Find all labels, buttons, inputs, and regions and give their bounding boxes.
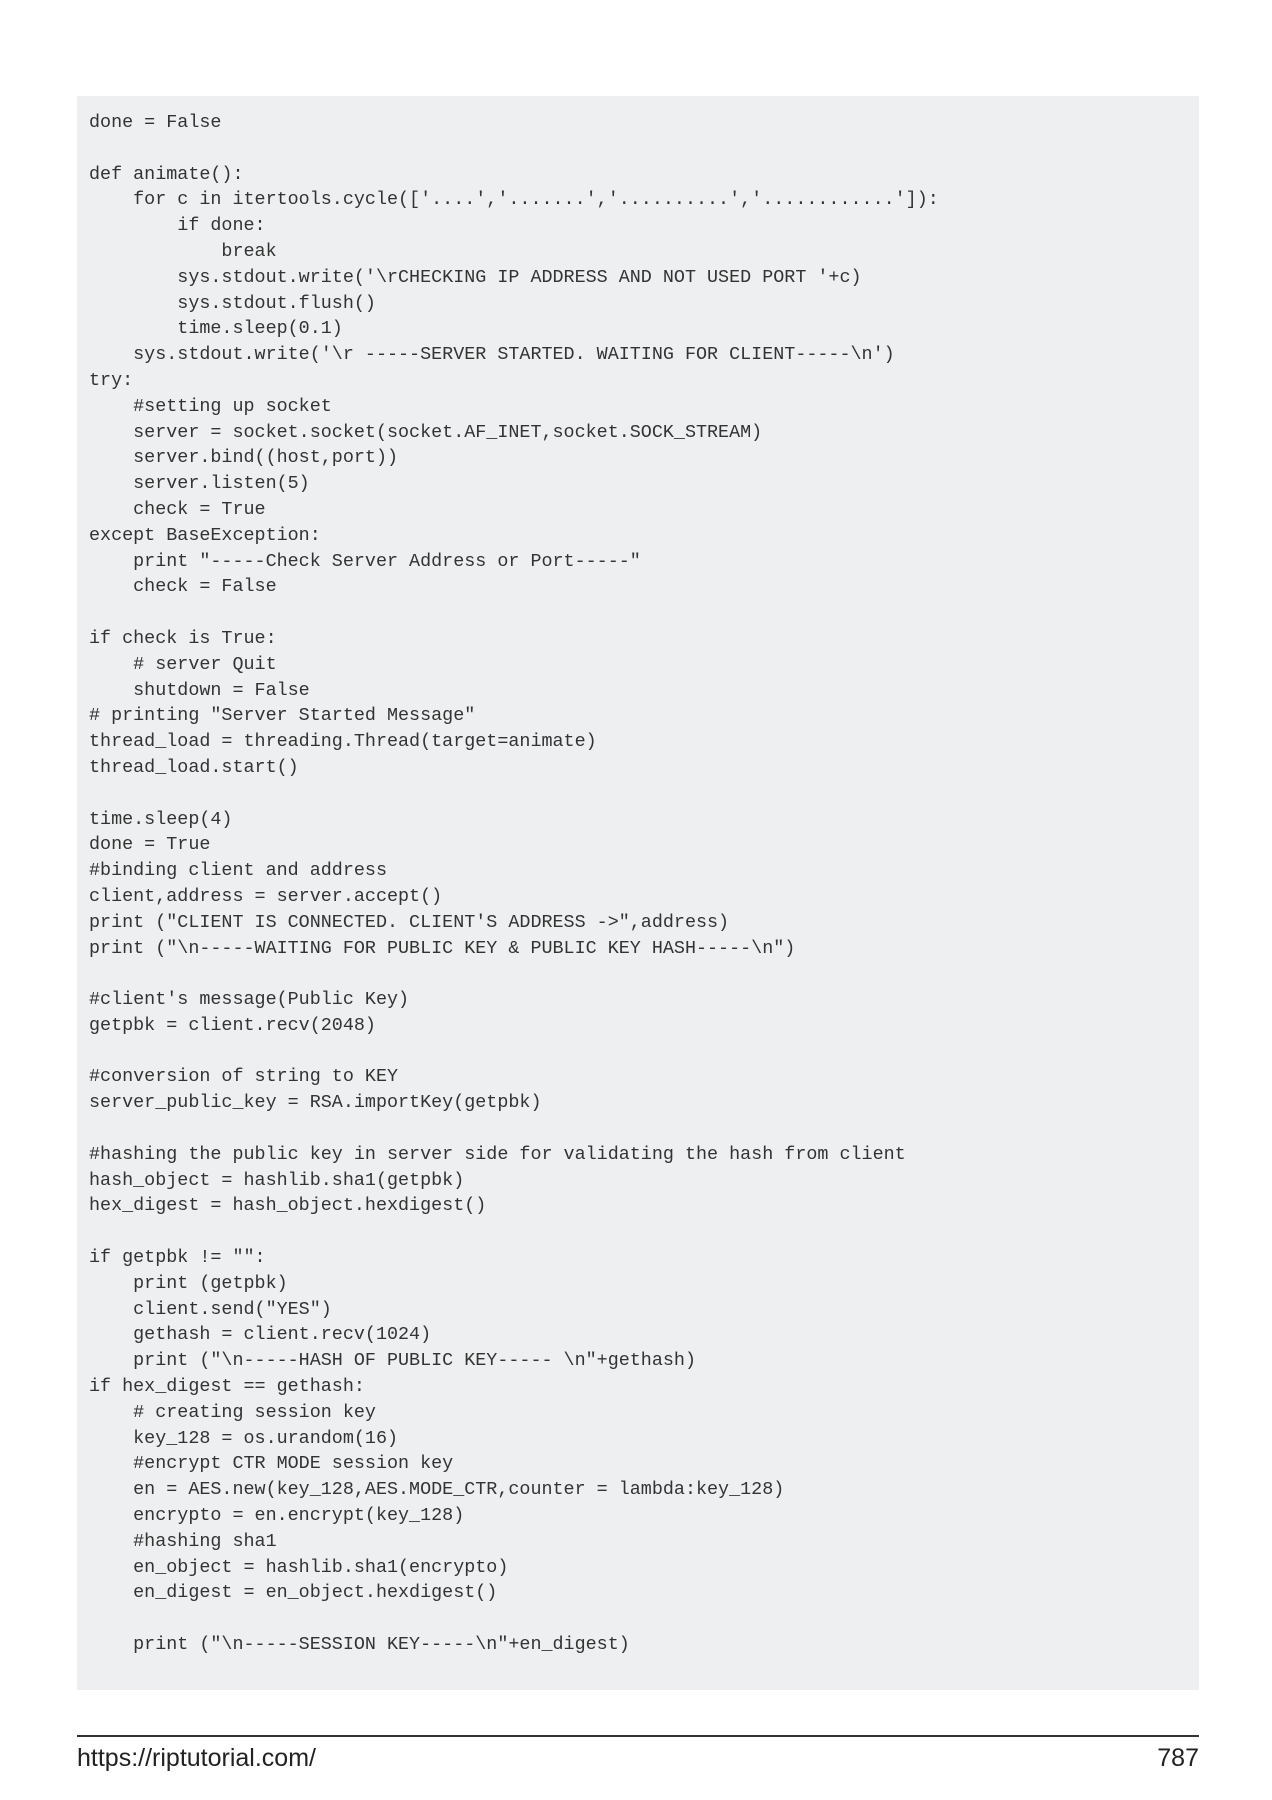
code-line — [89, 1219, 1199, 1245]
code-line — [89, 1606, 1199, 1632]
code-line: en_digest = en_object.hexdigest() — [89, 1582, 498, 1604]
code-line: check = False — [89, 576, 277, 598]
code-line: if getpbk != "": — [89, 1247, 266, 1269]
code-line: print ("CLIENT IS CONNECTED. CLIENT'S ADDRESS ->",address) — [89, 911, 730, 933]
code-line: done = True — [89, 834, 211, 856]
code-line: gethash = client.recv(1024) — [89, 1324, 432, 1346]
code-line: sys.stdout.write('\r -----SERVER STARTED. WAITING FOR CLIENT-----\n') — [89, 344, 895, 366]
code-line: hash_object = hashlib.sha1(getpbk) — [89, 1169, 465, 1191]
code-line: print ("\n-----WAITING FOR PUBLIC KEY & PUBLIC KEY HASH-----\n") — [89, 937, 796, 959]
code-line: hex_digest = hash_object.hexdigest() — [89, 1195, 487, 1217]
code-line: # printing "Server Started Message" — [89, 705, 476, 727]
code-line: getpbk = client.recv(2048) — [89, 1014, 376, 1036]
code-line: if hex_digest == gethash: — [89, 1376, 365, 1398]
code-lines — [89, 110, 1199, 1658]
code-line: # server Quit — [89, 653, 277, 675]
code-line: server.bind((host,port)) — [89, 447, 399, 469]
code-line: #client's message(Public Key) — [89, 989, 410, 1011]
code-line: sys.stdout.write('\rCHECKING IP ADDRESS AND NOT USED PORT '+c) — [89, 266, 862, 288]
footer-url[interactable]: https://riptutorial.com/ — [77, 1744, 316, 1772]
code-line: #binding client and address — [89, 860, 387, 882]
code-line: time.sleep(0.1) — [89, 318, 343, 340]
code-line: encrypto = en.encrypt(key_128) — [89, 1505, 465, 1527]
code-line: print "-----Check Server Address or Port-----" — [89, 550, 641, 572]
code-line: try: — [89, 369, 134, 391]
code-line: time.sleep(4) — [89, 808, 233, 830]
code-line — [89, 1039, 1199, 1065]
code-line: done = False — [89, 112, 222, 133]
code-line — [89, 961, 1199, 987]
code-line: thread_load = threading.Thread(target=animate) — [89, 731, 597, 753]
code-line: #encrypt CTR MODE session key — [89, 1453, 454, 1475]
code-line: #setting up socket — [89, 395, 332, 417]
footer-divider — [77, 1735, 1199, 1737]
code-line: key_128 = os.urandom(16) — [89, 1427, 399, 1449]
code-line: #hashing the public key in server side for validating the hash from client — [89, 1143, 906, 1165]
code-line: for c in itertools.cycle(['....','.......','..........','............']): — [89, 189, 939, 211]
code-line: #hashing sha1 — [89, 1530, 277, 1552]
code-line: except BaseException: — [89, 524, 321, 546]
code-line: # creating session key — [89, 1401, 376, 1423]
code-line: def animate(): — [89, 163, 244, 185]
code-line: if done: — [89, 215, 266, 237]
code-line: print ("\n-----HASH OF PUBLIC KEY----- \n"+gethash) — [89, 1350, 696, 1372]
code-line: shutdown = False — [89, 679, 310, 701]
code-line — [89, 781, 1199, 807]
code-line: sys.stdout.flush() — [89, 292, 376, 314]
code-line: server.listen(5) — [89, 473, 310, 495]
code-line: check = True — [89, 498, 266, 520]
code-line: client.send("YES") — [89, 1298, 332, 1320]
code-block — [77, 96, 1199, 1690]
code-line: print (getpbk) — [89, 1272, 288, 1294]
page-number: 787 — [1157, 1744, 1199, 1772]
code-line: en_object = hashlib.sha1(encrypto) — [89, 1556, 509, 1578]
code-line: break — [89, 240, 277, 262]
code-line: en = AES.new(key_128,AES.MODE_CTR,counter = lambda:key_128) — [89, 1479, 785, 1501]
code-line: client,address = server.accept() — [89, 885, 443, 907]
code-line: print ("\n-----SESSION KEY-----\n"+en_digest) — [89, 1634, 630, 1656]
code-line: #conversion of string to KEY — [89, 1066, 399, 1088]
code-line: server = socket.socket(socket.AF_INET,socket.SOCK_STREAM) — [89, 421, 763, 443]
code-line: server_public_key = RSA.importKey(getpbk) — [89, 1092, 542, 1114]
code-line — [89, 1116, 1199, 1142]
code-line: thread_load.start() — [89, 756, 299, 778]
code-line: if check is True: — [89, 627, 277, 649]
code-line — [89, 136, 1199, 162]
code-line — [89, 600, 1199, 626]
